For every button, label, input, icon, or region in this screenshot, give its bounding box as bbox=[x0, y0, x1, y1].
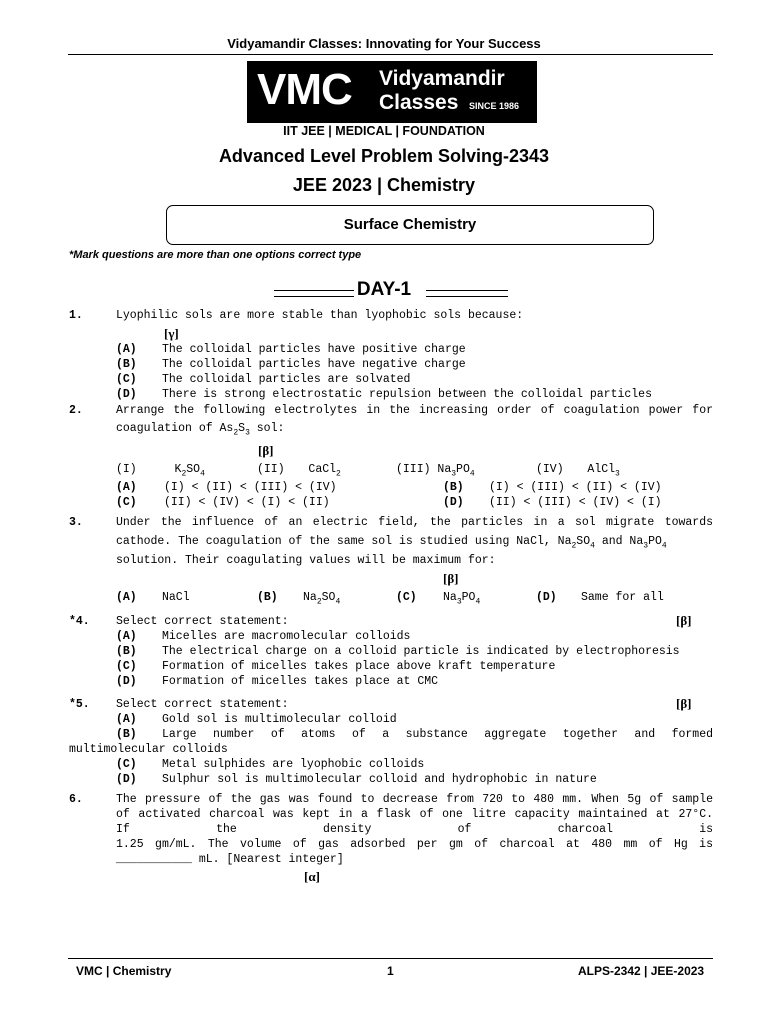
question-number: 3. bbox=[69, 516, 83, 529]
option-text: The electrical charge on a colloid particle is indicated by electrophoresis bbox=[162, 645, 680, 658]
option-label: (D) bbox=[116, 675, 137, 688]
question-text: Lyophilic sols are more stable than lyophobic sols because: bbox=[116, 309, 524, 322]
header-rule bbox=[68, 54, 713, 55]
topic-banner: Surface Chemistry bbox=[166, 205, 654, 245]
difficulty-tag: [β] bbox=[676, 613, 692, 628]
option-label: (A) bbox=[116, 343, 137, 356]
option-text: The colloidal particles have negative charge bbox=[162, 358, 466, 371]
subscript: 2 bbox=[181, 469, 187, 479]
text-fragment: coagulation of bbox=[116, 422, 213, 435]
option-label: (A) bbox=[116, 591, 137, 604]
answer-blank: ___________ mL. [Nearest integer] bbox=[116, 853, 344, 866]
element: PO bbox=[456, 463, 470, 476]
electrolyte-item bbox=[116, 463, 205, 478]
question-text: The pressure of the gas was found to decrease from 720 to 480 mm. When 5g of sample bbox=[116, 793, 713, 806]
subscript: 4 bbox=[200, 469, 205, 479]
item-number: (I) bbox=[116, 463, 137, 476]
option-text: Formation of micelles takes place at CMC bbox=[162, 675, 439, 688]
option-label: (D) bbox=[443, 496, 464, 509]
option-label: (C) bbox=[116, 758, 137, 771]
subscript: 2 bbox=[316, 597, 322, 607]
question-text: 1.25 gm/mL. The volume of gas adsorbed per gm of charcoal at 480 mm of Hg is bbox=[116, 838, 713, 851]
subscript: 2 bbox=[571, 541, 577, 551]
footer-right: ALPS-2342 | JEE-2023 bbox=[578, 964, 705, 978]
element: SO bbox=[321, 591, 336, 604]
question-text: If the density of charcoal is bbox=[116, 823, 713, 836]
option-label: (B) bbox=[116, 358, 137, 371]
option-text: Formation of micelles takes place above kraft temperature bbox=[162, 660, 556, 673]
option-label: (D) bbox=[116, 388, 137, 401]
question-number: *4. bbox=[69, 615, 90, 628]
subscript: 3 bbox=[245, 428, 250, 438]
header-tagline: Vidyamandir Classes: Innovating for Your Success bbox=[227, 36, 541, 51]
element: PO bbox=[648, 535, 662, 548]
question-number: *5. bbox=[69, 698, 90, 711]
difficulty-tag: [β] bbox=[258, 443, 274, 458]
text-fragment: sol: bbox=[256, 422, 285, 435]
subscript: 4 bbox=[469, 469, 475, 479]
page-number: 1 bbox=[387, 964, 394, 978]
option-text: Same for all bbox=[581, 591, 664, 604]
question-text: solution. Their coagulating values will be maximum for: bbox=[116, 554, 496, 567]
option-text: (II) < (III) < (IV) < (I) bbox=[489, 496, 662, 509]
logo-name-1: Vidyamandir bbox=[379, 67, 505, 90]
question-text: Arrange the following electrolytes in the increasing order of coagulation power for bbox=[116, 404, 713, 417]
option-text: Micelles are macromolecular colloids bbox=[162, 630, 411, 643]
element: SO bbox=[186, 463, 201, 476]
footer-left: VMC | Chemistry bbox=[76, 964, 172, 978]
element: PO bbox=[461, 591, 476, 604]
option-label: (B) bbox=[443, 481, 464, 494]
subscript: 4 bbox=[335, 597, 341, 607]
option-text: The colloidal particles have positive charge bbox=[162, 343, 466, 356]
option-text bbox=[303, 591, 340, 606]
day-divider-right bbox=[426, 290, 508, 297]
logo-name-2: Classes bbox=[379, 91, 459, 114]
difficulty-tag: [β] bbox=[443, 571, 459, 586]
option-label: (A) bbox=[116, 630, 137, 643]
option-text: There is strong electrostatic repulsion between the colloidal particles bbox=[162, 388, 652, 401]
question-text-line bbox=[116, 535, 667, 550]
item-number: (II) bbox=[257, 463, 285, 476]
text-fragment: and Na bbox=[601, 535, 644, 548]
question-text: Select correct statement: bbox=[116, 615, 289, 628]
option-text bbox=[443, 591, 480, 606]
element: AlCl bbox=[587, 463, 616, 476]
subscript: 2 bbox=[233, 428, 239, 438]
question-number: 1. bbox=[69, 309, 83, 322]
electrolyte-item bbox=[536, 463, 620, 478]
option-text: (II) < (IV) < (I) < (II) bbox=[164, 496, 330, 509]
element: CaCl bbox=[308, 463, 337, 476]
option-label: (D) bbox=[536, 591, 557, 604]
option-label: (C) bbox=[116, 660, 137, 673]
option-label: (B) bbox=[116, 728, 137, 741]
option-label: (C) bbox=[396, 591, 417, 604]
option-label: (B) bbox=[116, 645, 137, 658]
marking-note: *Mark questions are more than one options correct type bbox=[69, 249, 362, 261]
element: S bbox=[238, 422, 246, 435]
element: K bbox=[174, 463, 182, 476]
subscript: 4 bbox=[475, 597, 481, 607]
option-label: (A) bbox=[116, 713, 137, 726]
element: Na bbox=[303, 591, 317, 604]
difficulty-tag: [β] bbox=[676, 696, 692, 711]
subscript: 4 bbox=[661, 541, 667, 551]
day-heading: DAY-1 bbox=[356, 279, 412, 300]
subscript: 3 bbox=[615, 469, 620, 479]
element: SO bbox=[576, 535, 591, 548]
subscript: 3 bbox=[643, 541, 649, 551]
subscript: 3 bbox=[456, 597, 462, 607]
option-text: Metal sulphides are lyophobic colloids bbox=[162, 758, 425, 771]
question-number: 2. bbox=[69, 404, 83, 417]
option-text: (I) < (II) < (III) < (IV) bbox=[164, 481, 337, 494]
option-text: Sulphur sol is multimolecular colloid and hydrophobic in nature bbox=[162, 773, 597, 786]
option-text: Large number of atoms of a substance aggregate together and formed bbox=[162, 728, 713, 741]
question-text: of activated charcoal was kept in a flask of one litre capacity maintained at 27°C. bbox=[116, 808, 713, 821]
footer-rule bbox=[68, 958, 713, 959]
option-label: (D) bbox=[116, 773, 137, 786]
item-number: (IV) bbox=[536, 463, 564, 476]
difficulty-tag: [γ] bbox=[164, 326, 179, 341]
element: Na bbox=[443, 591, 457, 604]
option-text-continued: multimolecular colloids bbox=[69, 743, 228, 756]
logo-mark: VMC bbox=[257, 65, 352, 114]
element: Na bbox=[437, 463, 452, 476]
electrolyte-item bbox=[257, 463, 341, 478]
option-text: (I) < (III) < (II) < (IV) bbox=[489, 481, 662, 494]
option-label: (A) bbox=[116, 481, 137, 494]
logo-since: SINCE 1986 bbox=[469, 101, 520, 111]
question-text: Select correct statement: bbox=[116, 698, 289, 711]
subscript: 2 bbox=[336, 469, 341, 479]
chem-formula bbox=[219, 422, 250, 438]
question-text: Under the influence of an electric field, the particles in a sol migrate towards bbox=[116, 516, 713, 529]
option-label: (C) bbox=[116, 373, 137, 386]
option-label: (C) bbox=[116, 496, 137, 509]
item-number: (III) bbox=[396, 463, 431, 476]
text-fragment: cathode. The coagulation of the same sol is studied using NaCl, Na bbox=[116, 535, 572, 548]
page-subtitle: JEE 2023 | Chemistry bbox=[292, 175, 476, 195]
option-text: Gold sol is multimolecular colloid bbox=[162, 713, 397, 726]
difficulty-tag: [α] bbox=[304, 869, 320, 884]
option-label: (B) bbox=[257, 591, 278, 604]
question-number: 6. bbox=[69, 793, 83, 806]
element: As bbox=[219, 422, 234, 435]
electrolyte-item bbox=[396, 463, 475, 478]
subscript: 3 bbox=[451, 469, 457, 479]
logo-tagline: IIT JEE | MEDICAL | FOUNDATION bbox=[283, 124, 485, 138]
subscript: 4 bbox=[590, 541, 595, 551]
vmc-logo bbox=[247, 61, 537, 123]
page-title: Advanced Level Problem Solving-2343 bbox=[218, 146, 550, 166]
option-text: The colloidal particles are solvated bbox=[162, 373, 411, 386]
option-text: NaCl bbox=[162, 591, 190, 604]
question-text-line bbox=[116, 422, 284, 437]
